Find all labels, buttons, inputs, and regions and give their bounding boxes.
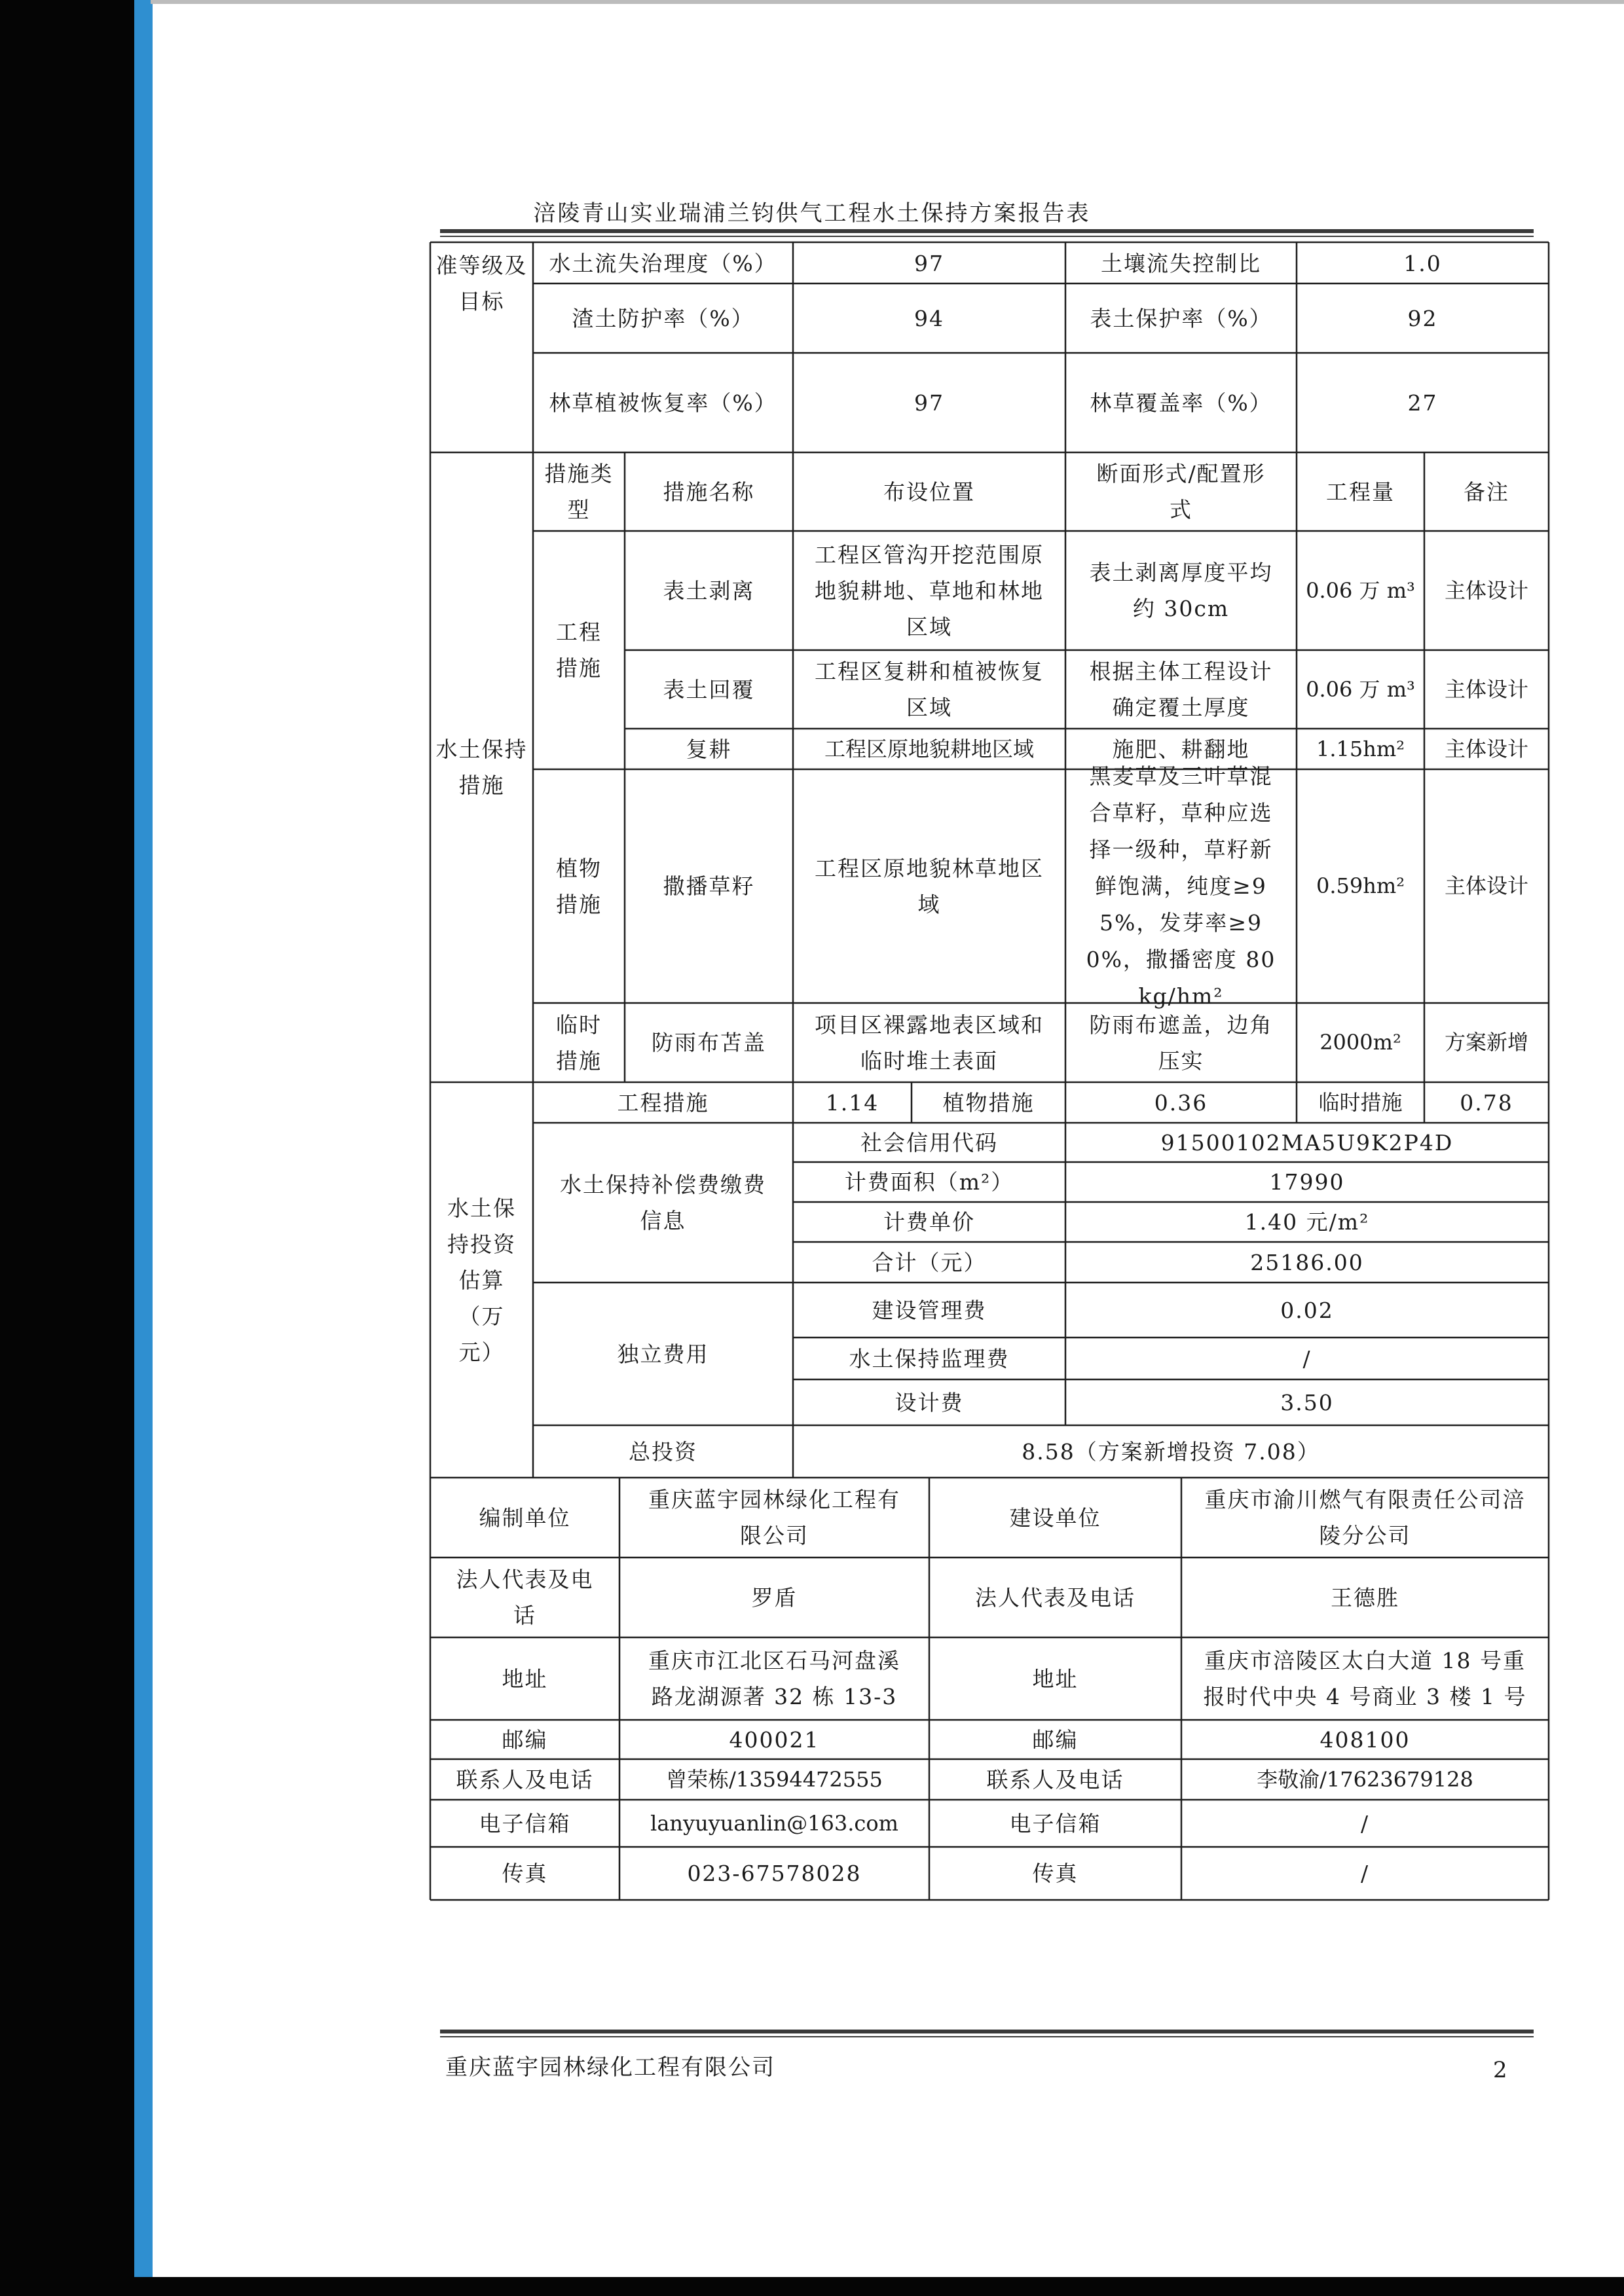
investment-label: 工程措施 [617, 1089, 709, 1116]
contact-label: 法人代表及电话 [975, 1584, 1135, 1611]
investment-label: 植物措施 [942, 1089, 1035, 1116]
compensation-item-value: 1.40 元/m² [1244, 1209, 1370, 1235]
compensation-item-label: 合计（元） [872, 1249, 987, 1275]
contact-value: 曾荣栋/13594472555 [666, 1766, 883, 1792]
measure-section: 黑麦草及三叶草混合草籽，草种应选择一级种，草籽新鲜饱满，纯度≥95%，发芽率≥90%，撒播密度 80kg/hm² [1086, 763, 1276, 1009]
measure-section: 施肥、耕翻地 [1112, 736, 1250, 762]
page-title: 涪陵青山实业瑞浦兰钧供气工程水土保持方案报告表 [533, 200, 1091, 227]
target-value: 27 [1407, 390, 1438, 416]
target-label: 渣土防护率（%） [572, 305, 754, 331]
independent-item-value: / [1302, 1345, 1312, 1372]
investment-value: 0.36 [1154, 1089, 1208, 1116]
measure-location: 项目区裸露地表区域和临时堆土表面 [815, 1011, 1044, 1074]
compensation-item-value: 91500102MA5U9K2P4D [1160, 1129, 1454, 1156]
measure-type: 临时措施 [556, 1011, 602, 1074]
contact-value: 重庆市江北区石马河盘溪路龙湖源著 32 栋 13-3 [648, 1648, 900, 1709]
contact-value: / [1360, 1860, 1370, 1886]
contact-label: 联系人及电话 [456, 1766, 594, 1793]
independent-item-label: 水土保持监理费 [849, 1345, 1010, 1372]
total-investment-value: 8.58（方案新增投资 7.08） [1022, 1438, 1320, 1465]
measure-note: 主体设计 [1444, 873, 1528, 898]
measure-location: 工程区原地貌林草地区域 [815, 855, 1044, 917]
footer-company: 重庆蓝宇园林绿化工程有限公司 [445, 2054, 775, 2081]
measure-amount: 0.06 万 m³ [1306, 676, 1415, 702]
measure-name: 防雨布苫盖 [652, 1030, 766, 1055]
contact-email: lanyuyuanlin@163.com [650, 1810, 898, 1836]
measure-note: 方案新增 [1444, 1030, 1528, 1055]
target-value: 97 [914, 390, 944, 416]
contact-value: 400021 [729, 1726, 820, 1753]
contact-label: 法人代表及电话 [456, 1567, 594, 1628]
contact-label: 传真 [502, 1860, 548, 1886]
column-header: 措施类型 [544, 461, 614, 522]
investment-value: 0.78 [1460, 1089, 1513, 1116]
measure-name: 复耕 [686, 736, 732, 762]
measure-name: 表土回覆 [663, 676, 755, 702]
contact-value: 重庆市渝川燃气有限责任公司涪陵分公司 [1204, 1487, 1526, 1548]
column-header: 措施名称 [663, 479, 755, 505]
compensation-item-label: 计费单价 [883, 1209, 975, 1235]
measure-amount: 2000m² [1320, 1030, 1401, 1055]
column-header: 备注 [1464, 479, 1509, 505]
page-number: 2 [1493, 2057, 1507, 2083]
footer-rule [440, 2030, 1534, 2033]
measure-name: 撒播草籽 [663, 873, 755, 899]
measure-note: 主体设计 [1444, 577, 1528, 603]
measure-amount: 1.15hm² [1316, 736, 1405, 761]
independent-item-value: 3.50 [1280, 1389, 1334, 1415]
contact-label: 电子信箱 [1009, 1810, 1101, 1836]
section-label-investment: 水土保持投资估算（万元） [447, 1195, 516, 1365]
contact-value: 罗盾 [751, 1584, 798, 1611]
contact-label: 编制单位 [479, 1504, 571, 1531]
contact-value: / [1360, 1810, 1370, 1836]
contact-label: 传真 [1032, 1860, 1079, 1886]
independent-cost-label: 独立费用 [617, 1341, 709, 1367]
investment-label: 临时措施 [1318, 1089, 1403, 1115]
compensation-item-value: 17990 [1269, 1169, 1345, 1195]
target-value: 94 [914, 305, 944, 331]
contact-value: 重庆市涪陵区太白大道 18 号重报时代中央 4 号商业 3 楼 1 号 [1203, 1648, 1527, 1709]
measure-location: 工程区复耕和植被恢复区域 [815, 659, 1044, 720]
target-label: 水土流失治理度（%） [549, 250, 777, 276]
column-header: 工程量 [1326, 479, 1395, 505]
contact-label: 联系人及电话 [986, 1766, 1124, 1793]
compensation-item-value: 25186.00 [1250, 1249, 1364, 1275]
measure-name: 表土剥离 [663, 577, 755, 604]
section-label-targets: 准等级及目标 [435, 253, 528, 314]
compensation-item-label: 社会信用代码 [860, 1129, 998, 1156]
target-value: 92 [1407, 305, 1438, 331]
measure-section: 防雨布遮盖，边角压实 [1089, 1011, 1273, 1074]
compensation-item-label: 计费面积（m²） [844, 1169, 1014, 1195]
section-label-measures: 水土保持措施 [435, 737, 528, 798]
footer-rule-thin [440, 2036, 1534, 2037]
contact-label: 邮编 [1032, 1726, 1079, 1753]
contact-value: 李敬渝/17623679128 [1257, 1766, 1473, 1792]
target-label: 林草植被恢复率（%） [549, 390, 777, 416]
contact-value: 王德胜 [1331, 1584, 1399, 1611]
contact-fax: 023-67578028 [687, 1860, 862, 1886]
measure-location: 工程区管沟开挖范围原地貌耕地、草地和林地区域 [815, 541, 1044, 640]
target-label: 土壤流失控制比 [1101, 250, 1261, 276]
independent-item-value: 0.02 [1280, 1297, 1334, 1323]
contact-label: 建设单位 [1009, 1504, 1101, 1531]
contact-label: 电子信箱 [479, 1810, 571, 1836]
total-investment-label: 总投资 [629, 1438, 697, 1465]
target-value: 1.0 [1403, 250, 1442, 276]
column-header: 断面形式/配置形式 [1096, 461, 1266, 522]
compensation-label: 水土保持补偿费缴费信息 [560, 1172, 766, 1233]
measure-location: 工程区原地貌耕地区域 [824, 736, 1034, 761]
independent-item-label: 设计费 [895, 1389, 964, 1415]
measure-section: 表土剥离厚度平均约 30cm [1089, 560, 1273, 621]
contact-value: 重庆蓝宇园林绿化工程有限公司 [648, 1487, 900, 1548]
measure-note: 主体设计 [1444, 676, 1528, 702]
independent-item-label: 建设管理费 [872, 1297, 987, 1323]
target-label: 林草覆盖率（%） [1090, 390, 1272, 416]
contact-label: 地址 [502, 1666, 548, 1692]
target-label: 表土保护率（%） [1090, 305, 1272, 331]
measure-note: 主体设计 [1444, 736, 1528, 761]
target-value: 97 [914, 250, 944, 276]
investment-value: 1.14 [825, 1089, 879, 1116]
measure-type: 工程措施 [556, 619, 602, 681]
column-header: 布设位置 [883, 479, 975, 505]
contact-label: 邮编 [502, 1726, 548, 1753]
measure-amount: 0.06 万 m³ [1306, 577, 1415, 603]
measure-amount: 0.59hm² [1316, 873, 1405, 898]
measure-section: 根据主体工程设计确定覆土厚度 [1089, 659, 1273, 720]
measure-type: 植物措施 [556, 855, 602, 917]
contact-label: 地址 [1032, 1666, 1079, 1692]
contact-value: 408100 [1320, 1726, 1411, 1753]
